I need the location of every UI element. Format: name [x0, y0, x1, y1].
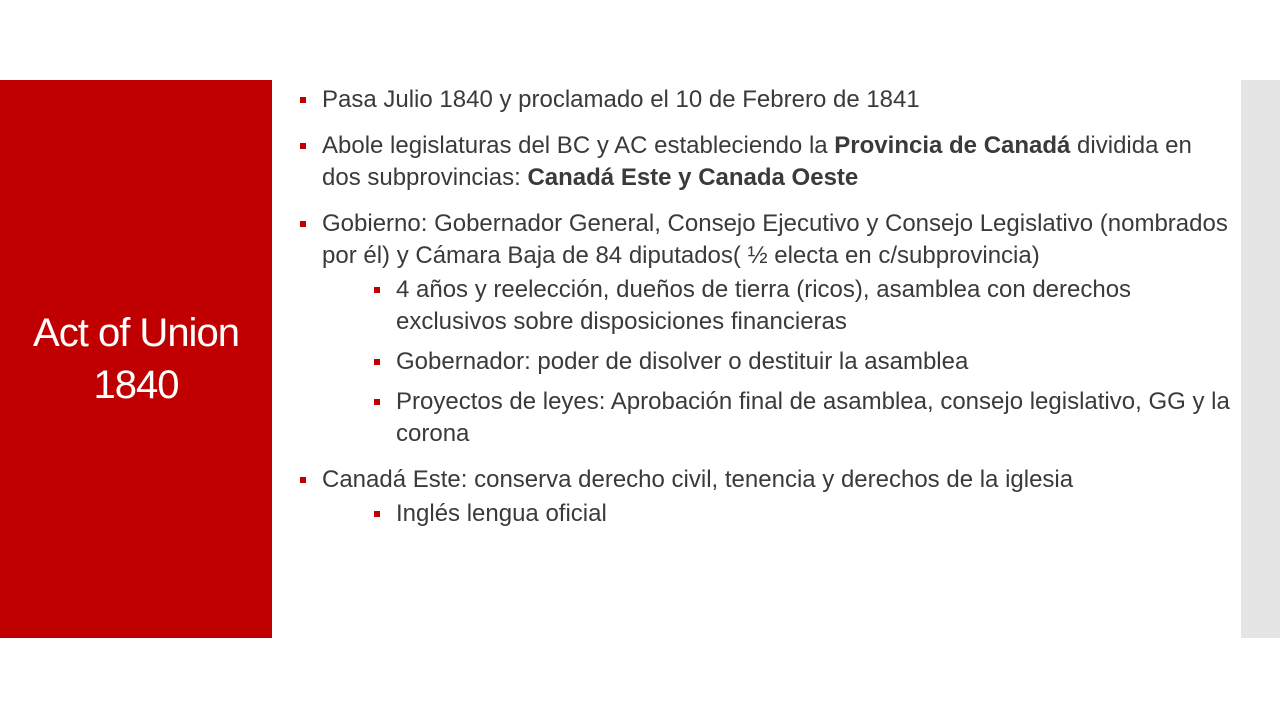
bold-term-province: Provincia de Canadá	[834, 132, 1071, 159]
sub-bullet-list	[374, 498, 1235, 530]
square-bullet-icon	[300, 477, 306, 483]
sub-bullet-item	[374, 346, 1235, 378]
square-bullet-icon	[374, 511, 380, 517]
bullet-text-part: Abole legislaturas del BC y AC estableciendo la	[322, 132, 835, 159]
sub-bullet-item	[374, 386, 1235, 450]
sub-bullet-text: Inglés lengua oficial	[396, 500, 607, 527]
bullet-item	[300, 84, 1235, 116]
sub-bullet-list	[374, 274, 1235, 450]
bullet-text	[322, 130, 1235, 194]
bold-term-subprovinces: Canadá Este y Canada Oeste	[527, 164, 859, 191]
bullet-content	[300, 84, 1235, 530]
square-bullet-icon	[374, 399, 380, 405]
bullet-item	[300, 208, 1235, 450]
title-panel	[0, 80, 272, 638]
square-bullet-icon	[374, 359, 380, 365]
sub-bullet-text: Gobernador: poder de disolver o destituir la asamblea	[396, 348, 969, 375]
bullet-list	[300, 84, 1235, 530]
square-bullet-icon	[300, 97, 306, 103]
sub-bullet-text: Proyectos de leyes: Aprobación final de asamblea, consejo legislativo, GG y la corona	[396, 388, 1230, 447]
sub-bullet-text: 4 años y reelección, dueños de tierra (ricos), asamblea con derechos exclusivos sobre disposiciones financieras	[396, 276, 1132, 335]
sub-bullet-item	[374, 498, 1235, 530]
bullet-item	[300, 130, 1235, 194]
bullet-text: Gobierno: Gobernador General, Consejo Ejecutivo y Consejo Legislativo (nombrados por él) y Cámara Baja de 84 diputados( ½ electa en c/subprovincia)	[322, 210, 1228, 269]
right-side-strip	[1241, 80, 1280, 638]
square-bullet-icon	[300, 143, 306, 149]
bullet-text: Pasa Julio 1840 y proclamado el 10 de Febrero de 1841	[322, 86, 920, 113]
square-bullet-icon	[300, 221, 306, 227]
square-bullet-icon	[374, 287, 380, 293]
bullet-text-part: dividida en dos subprovincias:	[322, 132, 1192, 191]
bullet-text: Canadá Este: conserva derecho civil, tenencia y derechos de la iglesia	[322, 466, 1074, 493]
bullet-item	[300, 464, 1235, 530]
sub-bullet-item	[374, 274, 1235, 338]
slide-title: Act of Union 1840	[33, 311, 239, 407]
